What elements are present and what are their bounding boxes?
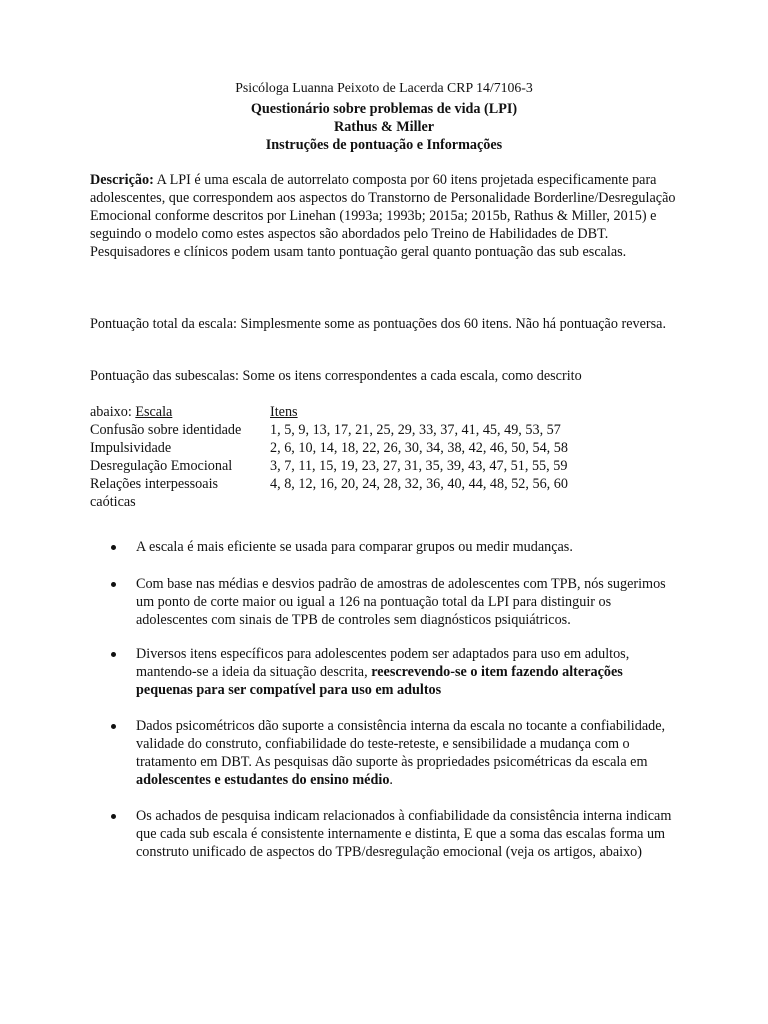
list-item xyxy=(90,807,680,861)
bullet-icon xyxy=(111,582,116,587)
bullet-icon xyxy=(111,724,116,729)
list-item-emphasis: adolescentes e estudantes do ensino médio xyxy=(136,772,390,788)
table-cell-items: 1, 5, 9, 13, 17, 21, 25, 29, 33, 37, 41, 45, 49, 53, 57 xyxy=(270,422,561,438)
table-cell-scale: Desregulação Emocional xyxy=(90,458,233,474)
table-cell-items: 3, 7, 11, 15, 19, 23, 27, 31, 35, 39, 43, 47, 51, 55, 59 xyxy=(270,458,568,474)
author-line: Psicóloga Luanna Peixoto de Lacerda CRP 14/7106-3 xyxy=(235,80,533,95)
bullet-icon xyxy=(111,545,116,550)
list-item xyxy=(90,645,680,699)
list-item-emphasis: reescrevendo-se o item fazendo alterações pequenas para ser compatível para uso em adultos xyxy=(136,664,623,698)
title-block xyxy=(0,100,768,154)
table-cell-items: 2, 6, 10, 14, 18, 22, 26, 30, 34, 38, 42, 46, 50, 54, 58 xyxy=(270,440,568,456)
table-header-scale-cell xyxy=(90,403,270,421)
bullet-icon xyxy=(111,814,116,819)
subscale-table xyxy=(90,403,680,511)
table-header-row xyxy=(90,403,680,421)
table-header-items: Itens xyxy=(270,404,298,420)
list-item-period: . xyxy=(389,772,393,788)
list-item-text: A escala é mais eficiente se usada para comparar grupos ou medir mudanças. xyxy=(136,539,573,555)
description-text: A LPI é uma escala de autorrelato composta por 60 itens projetada especificamente para adolescentes, que correspondem aos aspectos do Transtorno de Personalidade Borderline/Desregulação Emocional conforme descritos por Linehan (1993a; 1993b; 2015a; 2015b, Rathus & Miller, 2015) e seguindo o modelo como estes aspectos são abordados pelo Treino de Habilidades de DBT. Pesquisadores e clínicos podem usam tanto pontuação geral quanto pontuação das sub escalas. xyxy=(90,172,676,260)
table-row xyxy=(90,439,680,457)
table-cell-scale: Confusão sobre identidade xyxy=(90,422,242,438)
page-title: Questionário sobre problemas de vida (LPI) xyxy=(250,101,518,117)
table-row xyxy=(90,457,680,475)
total-score-paragraph: Pontuação total da escala: Simplesmente some as pontuações dos 60 itens. Não há pontuação reversa. xyxy=(90,316,666,332)
description-paragraph xyxy=(90,171,680,261)
table-header-scale: Escala xyxy=(135,404,173,420)
list-item xyxy=(90,717,680,789)
description-label: Descrição: xyxy=(90,172,154,188)
table-header-items-cell xyxy=(270,403,680,421)
table-row xyxy=(90,421,680,439)
bullet-icon xyxy=(111,652,116,657)
table-prefix: abaixo: xyxy=(90,404,136,420)
table-row xyxy=(90,475,680,493)
table-cell-scale-continuation: caóticas xyxy=(90,494,136,510)
subscale-score-paragraph: Pontuação das subescalas: Some os itens correspondentes a cada escala, como descrito xyxy=(90,368,582,384)
table-cell-items: 4, 8, 12, 16, 20, 24, 28, 32, 36, 40, 44, 48, 52, 56, 60 xyxy=(270,476,568,492)
page-subtitle-instructions: Instruções de pontuação e Informações xyxy=(265,137,503,153)
table-cell-scale: Impulsividade xyxy=(90,440,172,456)
list-item-text: Dados psicométricos dão suporte a consistência interna da escala no tocante a confiabilidade, validade do construto, confiabilidade do teste-reteste, e sensibilidade a mudança com o tratamento em DBT. As pesquisas dão suporte às propriedades psicométricas da escala em xyxy=(136,718,666,770)
table-row-continuation xyxy=(90,493,680,511)
notes-list xyxy=(90,538,680,861)
table-cell-scale: Relações interpessoais xyxy=(90,476,219,492)
list-item-text: Diversos itens específicos para adolescentes podem ser adaptados para uso em adultos, mantendo-se a ideia da situação descrita, xyxy=(136,646,630,680)
page-subtitle-authors: Rathus & Miller xyxy=(333,119,435,135)
list-item xyxy=(90,575,680,629)
list-item-text: Com base nas médias e desvios padrão de amostras de adolescentes com TPB, nós sugerimos um ponto de corte maior ou igual a 126 na pontuação total da LPI para distinguir os adolescentes com sinais de TPB de controles sem diagnósticos psiquiátricos. xyxy=(136,576,666,628)
list-item-text: Os achados de pesquisa indicam relacionados à confiabilidade da consistência interna indicam que cada sub escala é consistente internamente e distinta, E que a soma das escalas forma um construto unificado de aspectos do TPB/desregulação emocional (veja os artigos, abaixo) xyxy=(136,808,672,860)
list-item xyxy=(90,538,680,556)
